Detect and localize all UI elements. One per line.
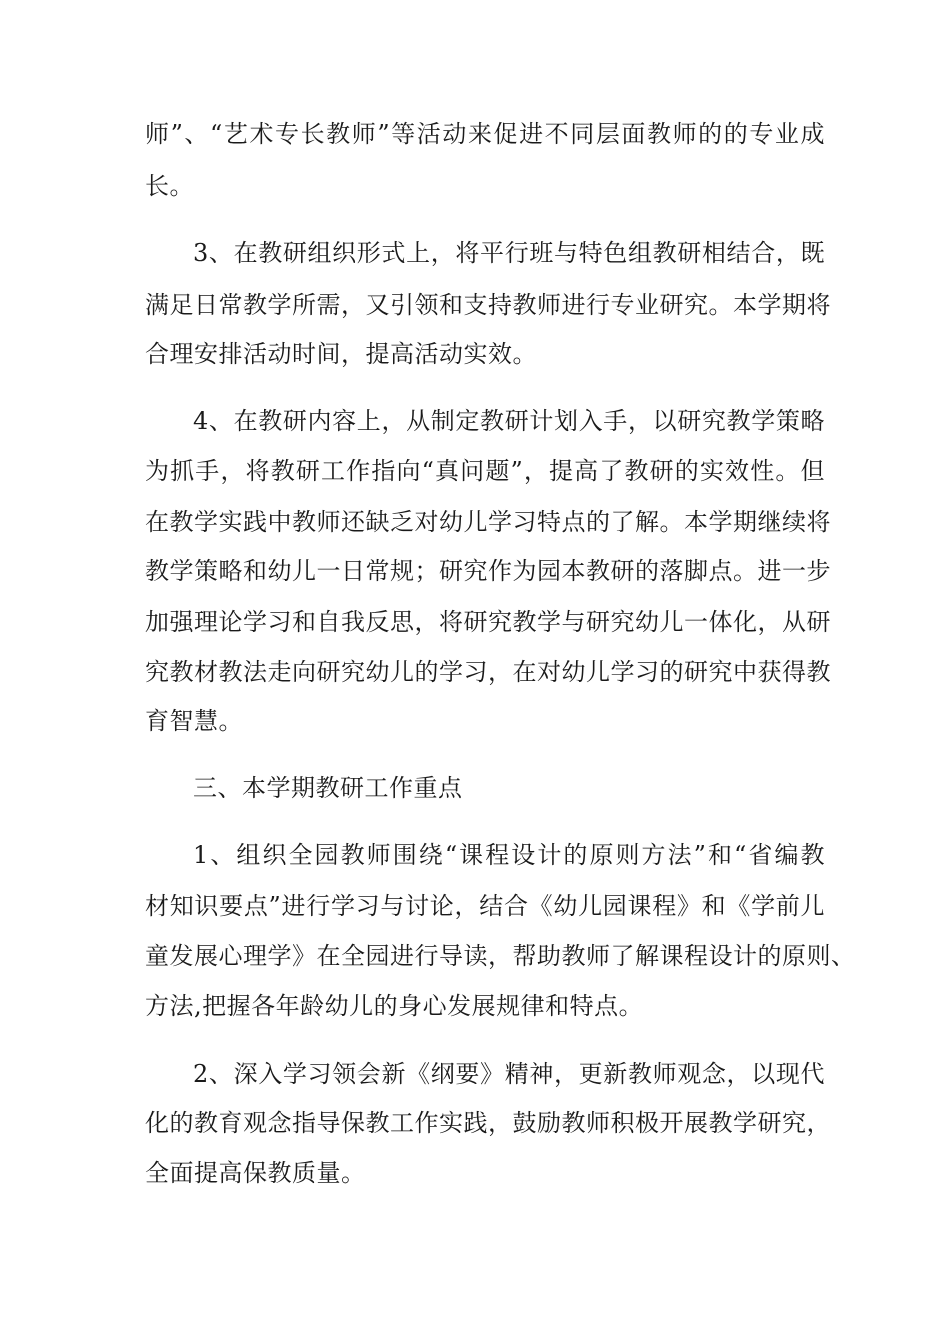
text-line: 在教学实践中教师还缺乏对幼儿学习特点的了解。本学期继续将 xyxy=(145,508,831,536)
text-line: 材知识要点”进行学习与讨论，结合《幼儿园课程》和《学前儿 xyxy=(145,892,825,920)
text-line: 化的教育观念指导保教工作实践，鼓励教师积极开展教学研究， xyxy=(145,1109,831,1137)
text-line: 究教材教法走向研究幼儿的学习，在对幼儿学习的研究中获得教 xyxy=(145,658,831,686)
text-line: 满足日常教学所需，又引领和支持教师进行专业研究。本学期将 xyxy=(145,291,831,319)
text-line: 加强理论学习和自我反思，将研究教学与研究幼儿一体化，从研 xyxy=(145,608,831,636)
section-heading: 三、本学期教研工作重点 xyxy=(193,774,463,802)
text-line: 为抓手，将教研工作指向“真问题”，提高了教研的实效性。但 xyxy=(145,457,825,485)
text-line: 合理安排活动时间，提高活动实效。 xyxy=(145,340,537,368)
text-line: 教学策略和幼儿一日常规；研究作为园本教研的落脚点。进一步 xyxy=(145,557,831,585)
text-line: 全面提高保教质量。 xyxy=(145,1159,366,1187)
text-line: 4、在教研内容上，从制定教研计划入手，以研究教学策略 xyxy=(193,407,825,435)
text-line: 1、组织全园教师围绕“课程设计的原则方法”和“省编教 xyxy=(193,841,825,869)
text-line: 育智慧。 xyxy=(145,707,243,735)
text-line: 2、深入学习领会新《纲要》精神，更新教师观念，以现代 xyxy=(193,1060,825,1088)
text-line: 3、在教研组织形式上，将平行班与特色组教研相结合，既 xyxy=(193,239,825,267)
text-line: 师”、“艺术专长教师”等活动来促进不同层面教师的的专业成 xyxy=(145,120,825,148)
text-line: 方法,把握各年龄幼儿的身心发展规律和特点。 xyxy=(145,992,644,1020)
text-line: 长。 xyxy=(145,172,194,200)
text-line: 童发展心理学》在全园进行导读，帮助教师了解课程设计的原则、 xyxy=(145,942,856,970)
